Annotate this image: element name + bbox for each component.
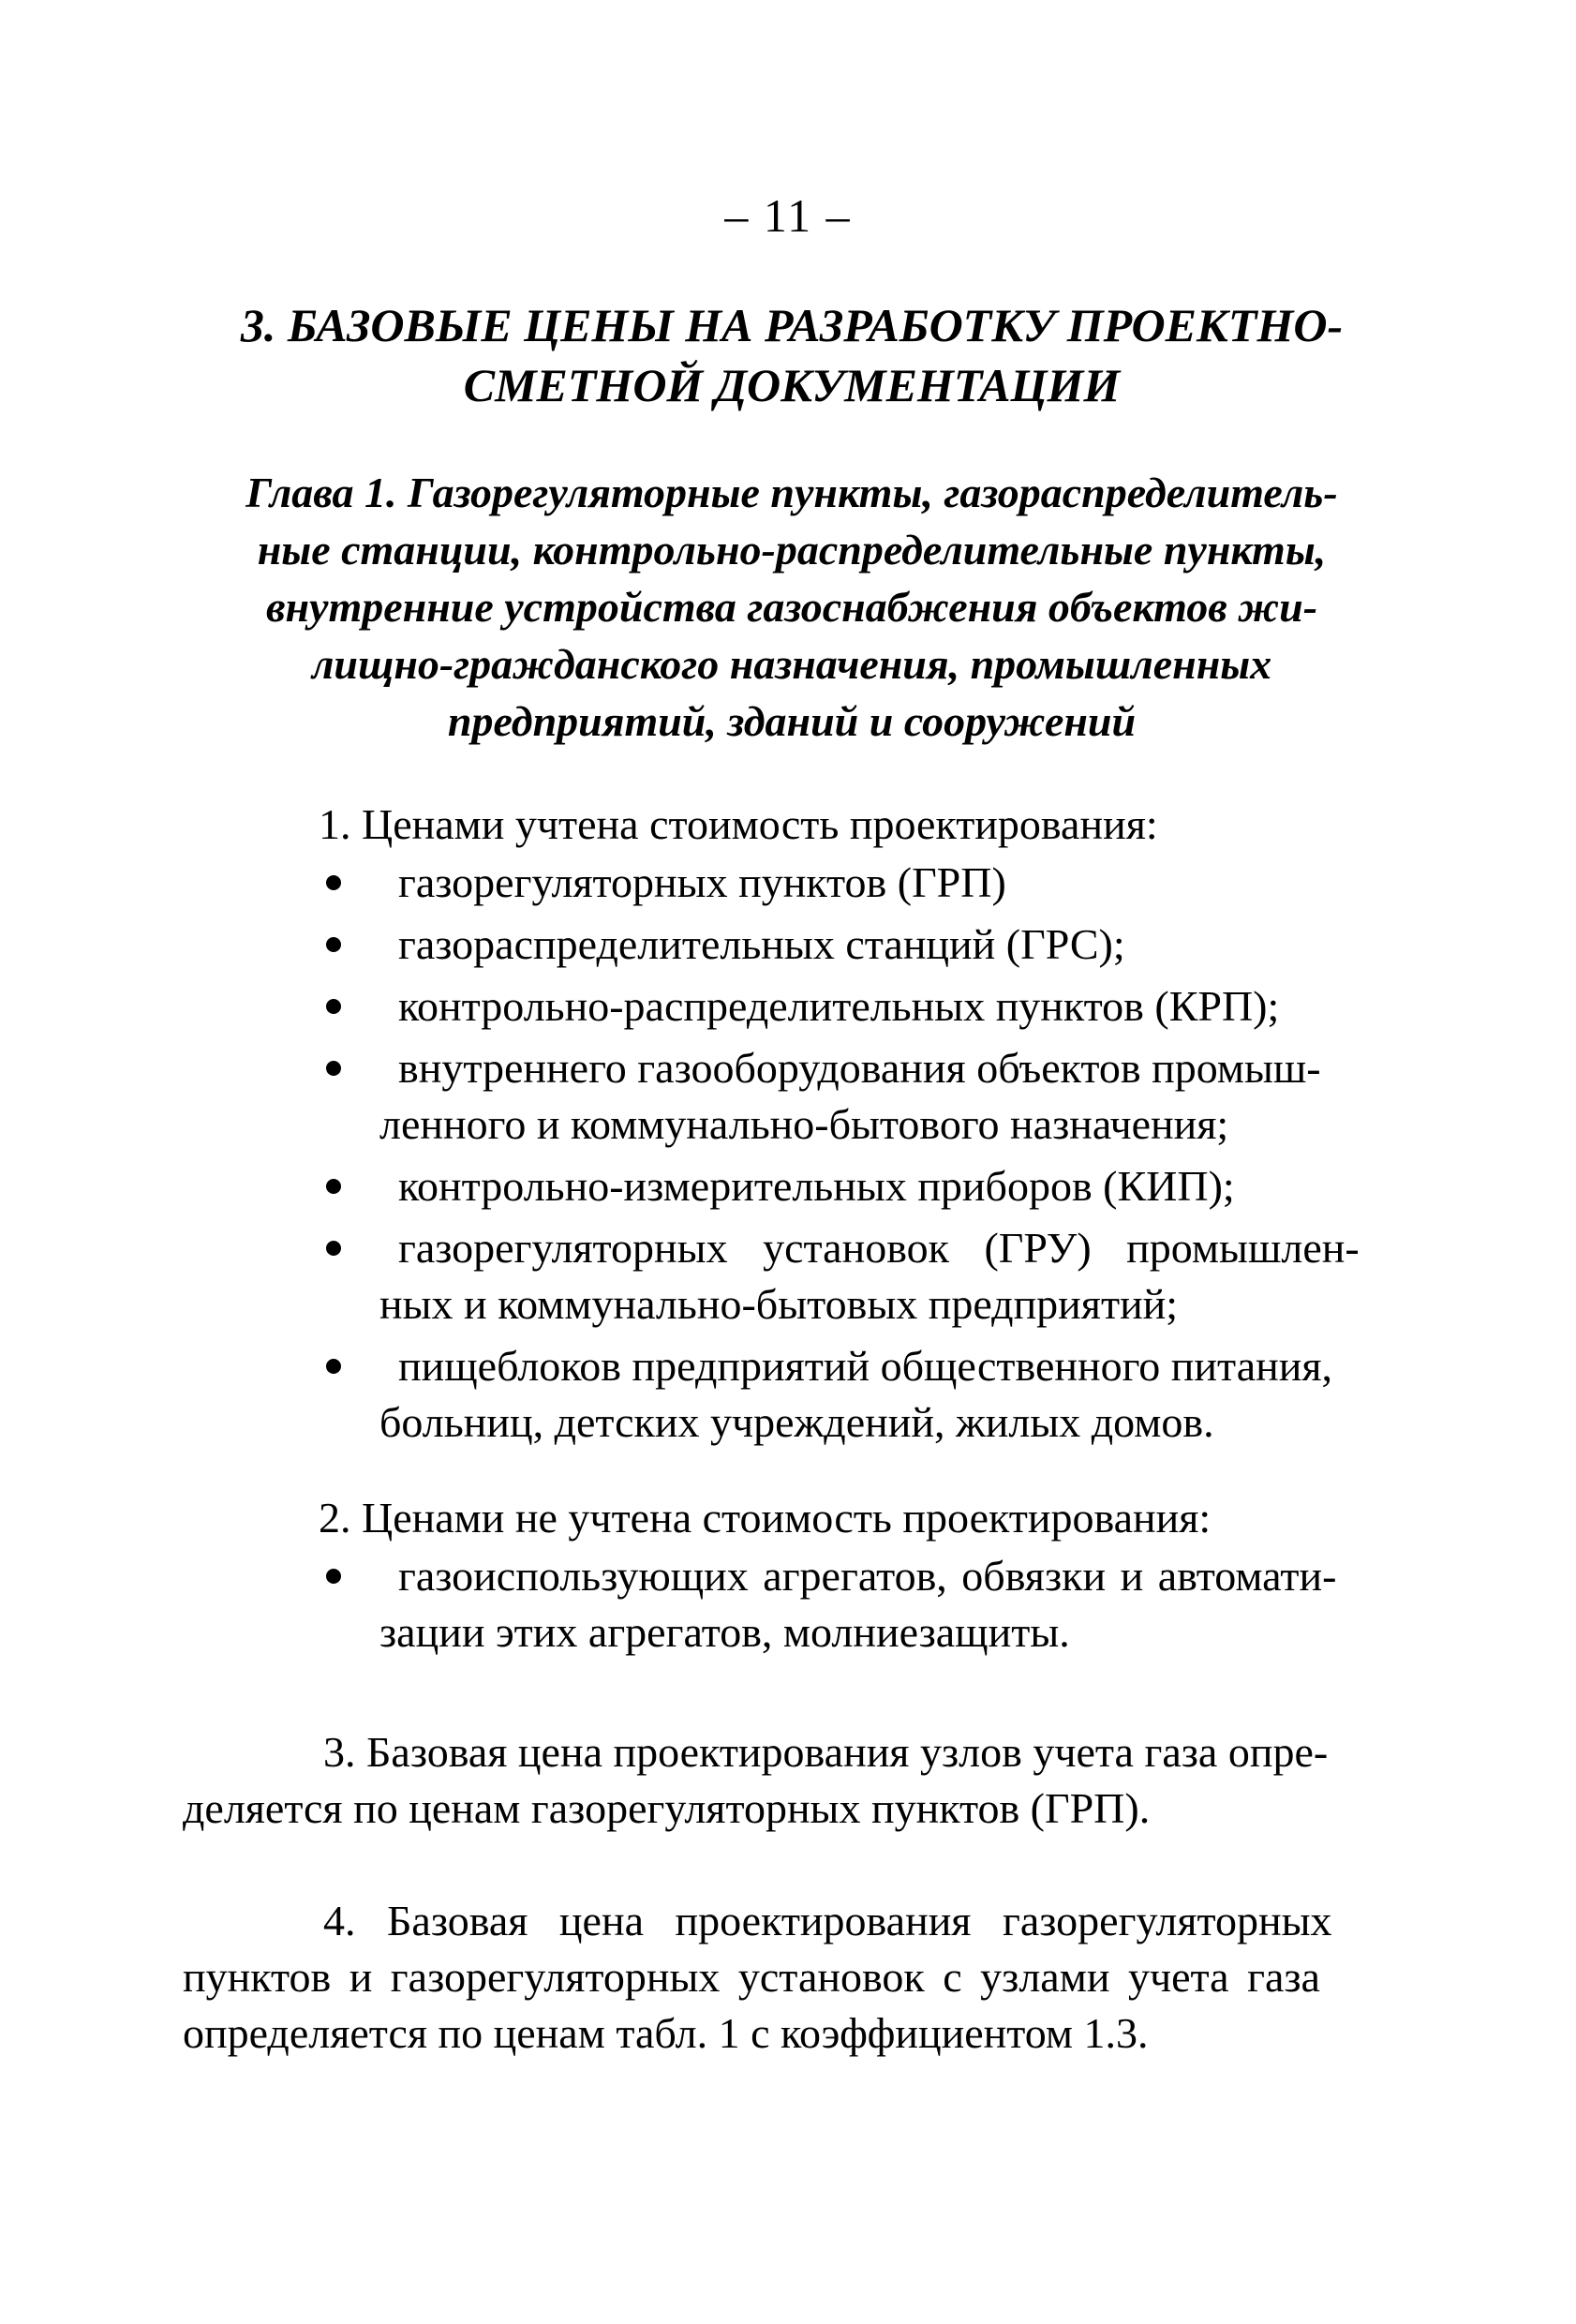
list-item <box>319 1338 1443 1451</box>
list-item <box>319 1220 1443 1333</box>
item4-paragraph <box>183 1893 1443 2062</box>
list-item <box>319 978 1443 1035</box>
list-item-text-continued: больниц, детских учреждений, жилых домов. <box>379 1398 1214 1446</box>
item2-bullet-list <box>319 1548 1443 1661</box>
bullet-icon <box>326 999 341 1014</box>
list-item-text-continued: ных и коммунально-бытовых предприятий; <box>379 1280 1179 1328</box>
list-item-text: газорегуляторных установок (ГРУ) промышлен- <box>398 1224 1360 1272</box>
item2-heading: 2. Ценами не учтена стоимость проектирования: <box>319 1494 1212 1542</box>
chapter-title-line: внутренние устройства газоснабжения объектов жи- <box>265 583 1318 631</box>
list-item-text: пищеблоков предприятий общественного питания, <box>398 1342 1333 1390</box>
chapter-title-line: предприятий, зданий и сооружений <box>447 697 1137 745</box>
paragraph-line: деляется по ценам газорегуляторных пунктов (ГРП). <box>183 1784 1151 1832</box>
bullet-icon <box>326 1061 341 1076</box>
list-item <box>319 1040 1443 1153</box>
paragraph-line: 4. Базовая цена проектирования газорегуляторных <box>323 1897 1332 1944</box>
chapter-title-line: Глава 1. Газорегуляторные пункты, газораспределитель- <box>245 469 1338 516</box>
section-title-line: 3. БАЗОВЫЕ ЦЕНЫ НА РАЗРАБОТКУ ПРОЕКТНО- <box>240 299 1344 351</box>
list-item-text: газораспределительных станций (ГРС); <box>398 920 1125 968</box>
list-item-text: газорегуляторных пунктов (ГРП) <box>398 858 1006 906</box>
item1-heading: 1. Ценами учтена стоимость проектирования: <box>319 800 1158 848</box>
bullet-icon <box>326 1179 341 1194</box>
chapter-title-line: ные станции, контрольно-распределительные пункты, <box>257 526 1327 574</box>
chapter-title-line: лищно-гражданского назначения, промышленных <box>311 640 1272 688</box>
list-item <box>319 855 1443 911</box>
paragraph-line: 3. Базовая цена проектирования узлов учета газа опре- <box>323 1728 1329 1776</box>
section-title-line: СМЕТНОЙ ДОКУМЕНТАЦИИ <box>463 359 1121 411</box>
list-item <box>319 1158 1443 1214</box>
chapter-title <box>178 464 1405 750</box>
bullet-icon <box>326 1241 341 1256</box>
list-item <box>319 1548 1443 1661</box>
list-item-text: контрольно-распределительных пунктов (КРП); <box>398 982 1280 1030</box>
list-item-text: газоиспользующих агрегатов, обвязки и автомати- <box>398 1552 1337 1600</box>
bullet-icon <box>326 1569 341 1584</box>
list-item <box>319 916 1443 973</box>
list-item-text-continued: зации этих агрегатов, молниезащиты. <box>379 1608 1070 1656</box>
bullet-icon <box>326 875 341 890</box>
bullet-icon <box>326 937 341 952</box>
bullet-icon <box>326 1359 341 1374</box>
paragraph-line: определяется по ценам табл. 1 с коэффициентом 1.3. <box>183 2009 1149 2057</box>
list-item-text: контрольно-измерительных приборов (КИП); <box>398 1162 1235 1210</box>
item3-paragraph <box>183 1724 1443 1837</box>
list-item-text-continued: ленного и коммунально-бытового назначения; <box>379 1100 1229 1148</box>
item1-bullet-list <box>319 855 1443 1451</box>
paragraph-line: пунктов и газорегуляторных установок с узлами учета газа <box>183 1953 1320 2001</box>
page-number: – 11 – <box>724 189 852 242</box>
list-item-text: внутреннего газооборудования объектов промыш- <box>398 1044 1321 1092</box>
section-title <box>187 295 1396 415</box>
